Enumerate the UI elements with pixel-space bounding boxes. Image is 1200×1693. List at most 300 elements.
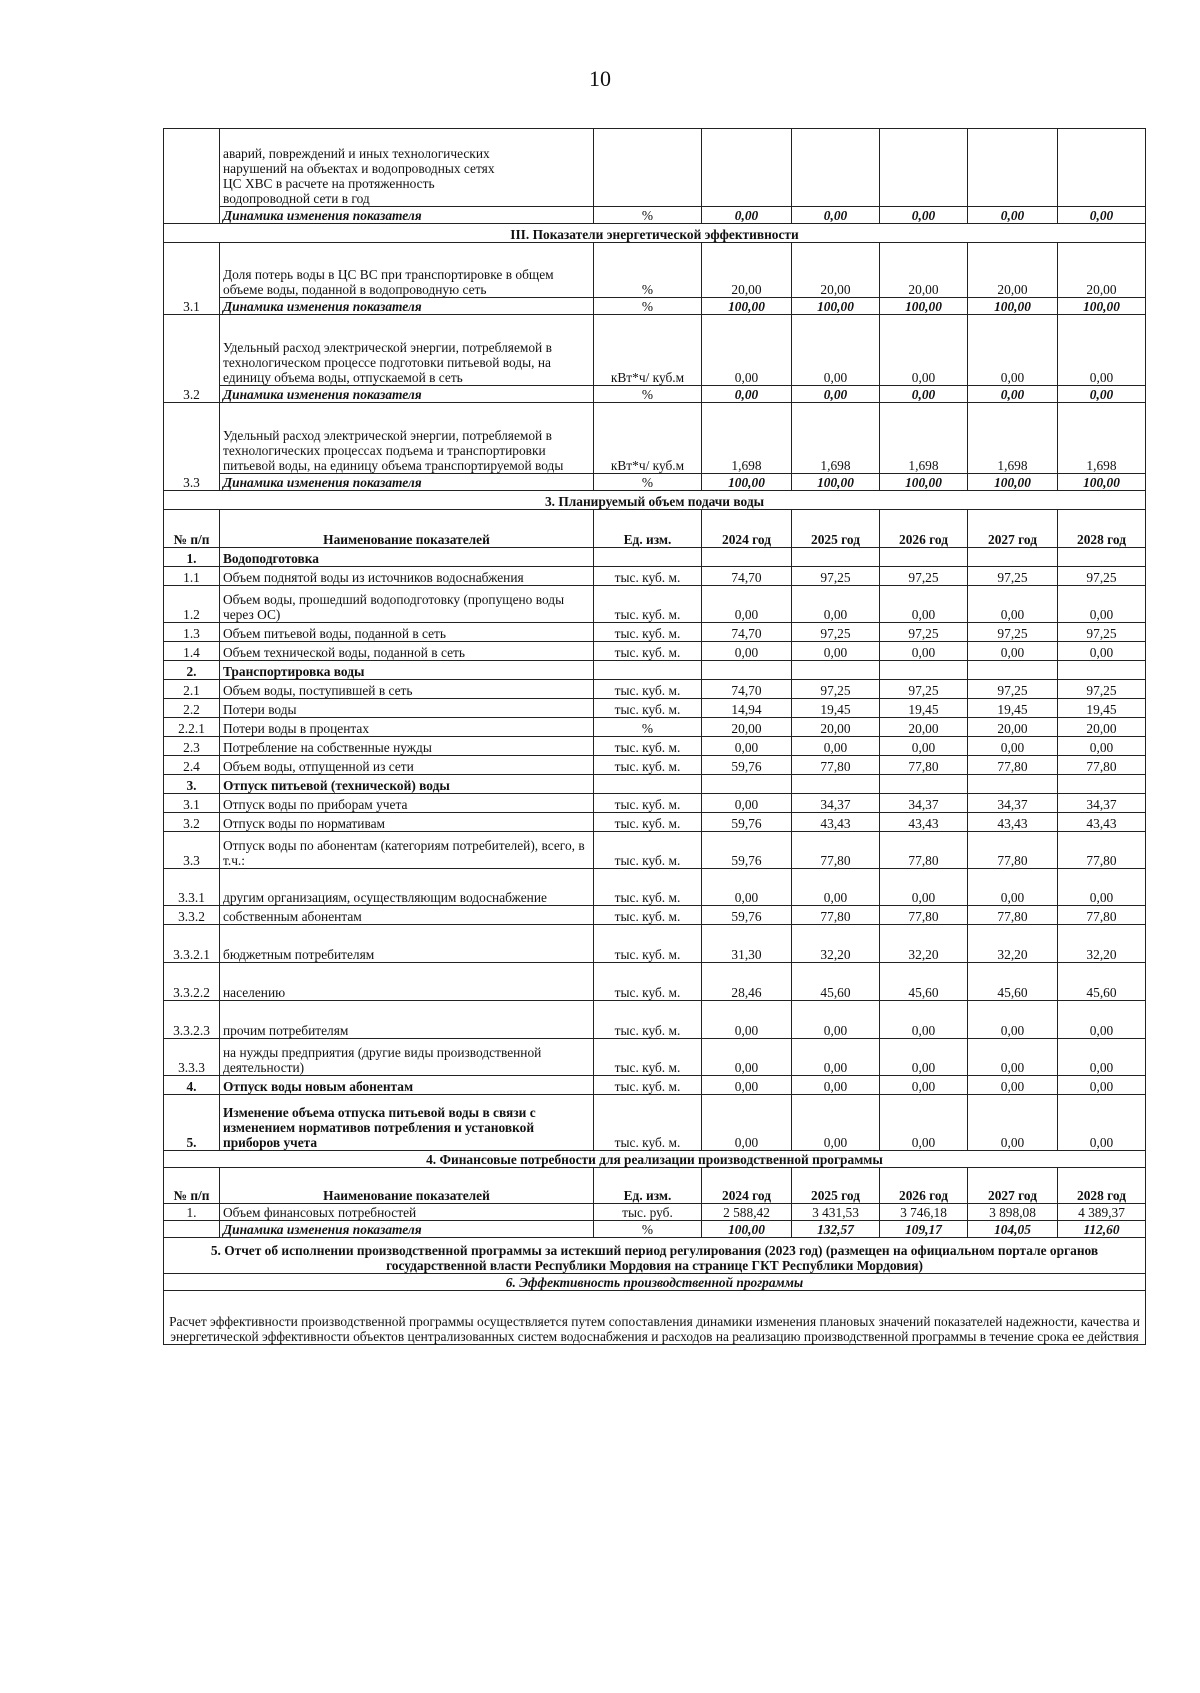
value-cell: 1,698 [792,403,880,474]
value-cell: 19,45 [1058,699,1146,718]
value-cell: 32,20 [1058,925,1146,963]
value-cell: 0,00 [880,207,968,224]
value-cell: 0,00 [792,207,880,224]
empty-cell [702,661,792,680]
value-cell: 0,00 [702,386,792,403]
empty-cell [594,775,702,794]
indicator-name: Потери воды в процентах [220,718,594,737]
value-cell: 0,00 [968,386,1058,403]
table-row [164,586,1146,623]
value-cell: 77,80 [1058,906,1146,925]
value-cell: 0,00 [702,737,792,756]
table-row [164,718,1146,737]
unit-cell: тыс. куб. м. [594,813,702,832]
value-cell: 43,43 [880,813,968,832]
group-row [164,548,1146,567]
row-number: 3.1 [164,794,220,813]
indicator-name: Транспортировка воды [220,661,594,680]
row-number [164,129,220,224]
value-cell: 32,20 [968,925,1058,963]
section-heading: III. Показатели энергетической эффективности [164,224,1146,243]
empty-cell [968,775,1058,794]
value-cell: 34,37 [968,794,1058,813]
value-cell: 20,00 [880,243,968,298]
table-row [164,129,1146,207]
efficiency-text: Расчет эффективности производственной программы осуществляется путем сопоставления динамики изменения плановых значений показателей надежности, качества и энергетической эффективности объектов централизованных систем водоснабжения и расходов на реализацию производственной программы в течение срока ее действия [164,1291,1146,1345]
value-cell: 0,00 [968,869,1058,906]
column-header-year: 2027 год [968,1168,1058,1204]
table-row [164,1221,1146,1238]
empty-cell [792,661,880,680]
value-cell: 59,76 [702,832,792,869]
value-cell: 0,00 [702,1039,792,1076]
row-number: 3. [164,775,220,794]
value-cell: 20,00 [792,243,880,298]
indicator-name-line: водопроводной сети в год [223,191,370,206]
value-cell: 0,00 [968,1076,1058,1095]
value-cell: 0,00 [968,586,1058,623]
row-number: 3.3.1 [164,869,220,906]
value-cell: 32,20 [792,925,880,963]
value-cell: 1,698 [968,403,1058,474]
indicator-name: Удельный расход электрической энергии, потребляемой в технологических процессах подъема и транспортировки питьевой воды, на единицу объема транспортируемой воды [220,403,594,474]
unit-cell: % [594,1221,702,1238]
value-cell: 45,60 [880,963,968,1001]
section-heading-row [164,1238,1146,1274]
value-cell: 43,43 [968,813,1058,832]
value-cell: 0,00 [880,1039,968,1076]
value-cell: 100,00 [702,1221,792,1238]
empty-cell [594,548,702,567]
value-cell: 0,00 [792,586,880,623]
table-row [164,386,1146,403]
indicator-name: на нужды предприятия (другие виды производственной деятельности) [220,1039,594,1076]
column-header-year: 2025 год [792,1168,880,1204]
value-cell: 59,76 [702,813,792,832]
value-cell: 0,00 [968,1095,1058,1151]
row-number: 2.1 [164,680,220,699]
unit-cell: тыс. куб. м. [594,963,702,1001]
unit-cell: % [594,207,702,224]
empty-cell [880,661,968,680]
unit-cell: тыс. куб. м. [594,906,702,925]
value-cell: 1,698 [702,403,792,474]
row-number: 1. [164,1204,220,1221]
empty-cell [792,129,880,207]
dynamics-label: Динамика изменения показателя [220,1221,594,1238]
column-header-year: 2026 год [880,1168,968,1204]
value-cell: 43,43 [1058,813,1146,832]
table-row [164,642,1146,661]
value-cell: 97,25 [968,623,1058,642]
value-cell: 0,00 [880,1076,968,1095]
column-header-name: Наименование показателей [220,510,594,548]
value-cell: 0,00 [968,207,1058,224]
indicator-name: Водоподготовка [220,548,594,567]
row-number: 2.2 [164,699,220,718]
table-row [164,756,1146,775]
value-cell: 77,80 [792,832,880,869]
value-cell: 20,00 [792,718,880,737]
table-row [164,963,1146,1001]
section-heading-row [164,491,1146,510]
indicator-name: Объем питьевой воды, поданной в сеть [220,623,594,642]
table-row [164,1039,1146,1076]
empty-cell [702,775,792,794]
value-cell: 97,25 [792,567,880,586]
value-cell: 97,25 [1058,567,1146,586]
empty-cell [1058,775,1146,794]
value-cell: 112,60 [1058,1221,1146,1238]
empty-cell [792,775,880,794]
table-row [164,832,1146,869]
value-cell: 0,00 [968,315,1058,386]
value-cell: 100,00 [968,474,1058,491]
unit-cell: тыс. куб. м. [594,1095,702,1151]
indicator-name: Доля потерь воды в ЦС ВС при транспортировке в общем объеме воды, поданной в водопроводную сеть [220,243,594,298]
unit-cell: % [594,243,702,298]
value-cell: 97,25 [880,567,968,586]
row-number: 3.3 [164,832,220,869]
dynamics-label: Динамика изменения показателя [220,386,594,403]
value-cell: 0,00 [968,642,1058,661]
row-number: 3.3.2.3 [164,1001,220,1039]
report-section: 5. Отчет об исполнении производственной программы за истекший период регулирования (2023 год) (размещен на официальном портале органов государственной власти Республики Мордовия на странице ГКТ Республики Мордовия) [164,1238,1146,1274]
value-cell: 0,00 [702,869,792,906]
row-number: 3.3.2.2 [164,963,220,1001]
indicator-name: Отпуск воды по абонентам (категориям потребителей), всего, в т.ч.: [220,832,594,869]
indicator-name: Объем технической воды, поданной в сеть [220,642,594,661]
table-row [164,1095,1146,1151]
value-cell: 1,698 [1058,403,1146,474]
indicator-name: бюджетным потребителям [220,925,594,963]
value-cell: 0,00 [702,586,792,623]
table-row [164,794,1146,813]
unit-cell: тыс. куб. м. [594,756,702,775]
value-cell: 43,43 [792,813,880,832]
unit-cell: тыс. куб. м. [594,1001,702,1039]
empty-cell [880,548,968,567]
column-header-year: 2028 год [1058,510,1146,548]
unit-cell: тыс. куб. м. [594,737,702,756]
value-cell: 100,00 [702,474,792,491]
table-row [164,869,1146,906]
unit-cell: тыс. куб. м. [594,1076,702,1095]
indicator-name: Изменение объема отпуска питьевой воды в связи с изменением нормативов потребления и установкой приборов учета [220,1095,594,1151]
value-cell: 100,00 [792,298,880,315]
value-cell: 34,37 [792,794,880,813]
value-cell: 0,00 [702,207,792,224]
row-number: 3.3 [164,403,220,491]
table-row [164,315,1146,386]
value-cell: 0,00 [1058,207,1146,224]
table-row [164,1001,1146,1039]
value-cell: 0,00 [792,642,880,661]
value-cell: 100,00 [880,298,968,315]
value-cell: 0,00 [792,1095,880,1151]
value-cell: 0,00 [702,1001,792,1039]
row-number [164,1221,220,1238]
value-cell: 77,80 [880,906,968,925]
value-cell: 97,25 [792,623,880,642]
empty-cell [1058,661,1146,680]
row-number: 3.1 [164,243,220,315]
value-cell: 77,80 [880,756,968,775]
value-cell: 20,00 [702,718,792,737]
value-cell: 97,25 [792,680,880,699]
value-cell: 0,00 [792,1039,880,1076]
value-cell: 20,00 [880,718,968,737]
unit-cell: тыс. куб. м. [594,586,702,623]
row-number: 3.3.2 [164,906,220,925]
value-cell: 20,00 [968,718,1058,737]
table-row [164,623,1146,642]
value-cell: 19,45 [880,699,968,718]
unit-cell: тыс. куб. м. [594,869,702,906]
value-cell: 19,45 [792,699,880,718]
value-cell: 132,57 [792,1221,880,1238]
table-row [164,680,1146,699]
row-number: 4. [164,1076,220,1095]
indicator-name: Отпуск воды по приборам учета [220,794,594,813]
unit-cell: тыс. руб. [594,1204,702,1221]
table-row [164,1076,1146,1095]
value-cell: 59,76 [702,906,792,925]
value-cell: 4 389,37 [1058,1204,1146,1221]
value-cell: 104,05 [968,1221,1058,1238]
unit-cell: кВт*ч/ куб.м [594,315,702,386]
value-cell: 0,00 [792,869,880,906]
row-number: 1. [164,548,220,567]
value-cell: 0,00 [1058,1076,1146,1095]
value-cell: 0,00 [968,1039,1058,1076]
value-cell: 77,80 [792,756,880,775]
table-row [164,567,1146,586]
unit-cell: тыс. куб. м. [594,1039,702,1076]
header-row [164,1168,1146,1204]
value-cell: 77,80 [880,832,968,869]
value-cell: 97,25 [1058,623,1146,642]
column-header-year: 2028 год [1058,1168,1146,1204]
column-header-year: 2024 год [702,1168,792,1204]
table-row [164,906,1146,925]
value-cell: 77,80 [968,756,1058,775]
empty-cell [1058,129,1146,207]
indicator-name: населению [220,963,594,1001]
empty-cell [880,129,968,207]
unit-cell: тыс. куб. м. [594,925,702,963]
unit-cell: тыс. куб. м. [594,623,702,642]
value-cell: 20,00 [1058,243,1146,298]
value-cell: 2 588,42 [702,1204,792,1221]
table-row [164,298,1146,315]
value-cell: 109,17 [880,1221,968,1238]
section-heading-row [164,1274,1146,1291]
value-cell: 74,70 [702,567,792,586]
value-cell: 3 746,18 [880,1204,968,1221]
value-cell: 34,37 [1058,794,1146,813]
value-cell: 97,25 [880,623,968,642]
table-row [164,737,1146,756]
section-heading-row [164,224,1146,243]
value-cell: 0,00 [880,586,968,623]
value-cell: 0,00 [880,386,968,403]
indicator-name: Отпуск воды новым абонентам [220,1076,594,1095]
value-cell: 0,00 [880,315,968,386]
value-cell: 0,00 [1058,315,1146,386]
value-cell: 0,00 [1058,642,1146,661]
row-number: 1.1 [164,567,220,586]
unit-cell: тыс. куб. м. [594,680,702,699]
unit-cell: тыс. куб. м. [594,699,702,718]
value-cell: 45,60 [1058,963,1146,1001]
table-row [164,207,1146,224]
column-header-unit: Ед. изм. [594,1168,702,1204]
value-cell: 20,00 [1058,718,1146,737]
column-header-number: № п/п [164,510,220,548]
indicator-name-line: нарушений на объектах и водопроводных сетях [223,161,495,176]
value-cell: 0,00 [792,737,880,756]
dynamics-label: Динамика изменения показателя [220,298,594,315]
value-cell: 34,37 [880,794,968,813]
empty-cell [702,129,792,207]
row-number: 3.3.3 [164,1039,220,1076]
table-body [164,129,1146,1345]
unit-cell: тыс. куб. м. [594,567,702,586]
value-cell: 3 431,53 [792,1204,880,1221]
indicator-name: Объем воды, поступившей в сеть [220,680,594,699]
value-cell: 100,00 [792,474,880,491]
value-cell: 77,80 [968,832,1058,869]
table-row [164,813,1146,832]
unit-cell: % [594,298,702,315]
unit-cell: % [594,386,702,403]
value-cell: 0,00 [792,1001,880,1039]
indicator-name: Потребление на собственные нужды [220,737,594,756]
program-table [163,128,1146,1345]
unit-cell: тыс. куб. м. [594,642,702,661]
efficiency-heading: 6. Эффективность производственной программы [164,1274,1146,1291]
row-number: 3.3.2.1 [164,925,220,963]
indicator-name: Объем воды, прошедший водоподготовку (пропущено воды через ОС) [220,586,594,623]
group-row [164,775,1146,794]
value-cell: 0,00 [702,315,792,386]
row-number: 2.3 [164,737,220,756]
indicator-name: Объем воды, отпущенной из сети [220,756,594,775]
indicator-name-line: ЦС ХВС в расчете на протяженность [223,176,435,191]
column-header-year: 2025 год [792,510,880,548]
column-header-year: 2026 год [880,510,968,548]
value-cell: 0,00 [880,642,968,661]
empty-cell [880,775,968,794]
header-row [164,510,1146,548]
value-cell: 74,70 [702,680,792,699]
row-number: 5. [164,1095,220,1151]
value-cell: 0,00 [702,642,792,661]
value-cell: 45,60 [792,963,880,1001]
indicator-name: собственным абонентам [220,906,594,925]
row-number: 1.4 [164,642,220,661]
value-cell: 0,00 [1058,737,1146,756]
value-cell: 20,00 [968,243,1058,298]
value-cell: 100,00 [1058,474,1146,491]
value-cell: 0,00 [1058,586,1146,623]
empty-cell [1058,548,1146,567]
row-number: 3.2 [164,813,220,832]
value-cell: 0,00 [968,1001,1058,1039]
value-cell: 0,00 [880,737,968,756]
empty-cell [594,129,702,207]
value-cell: 0,00 [880,1095,968,1151]
value-cell: 97,25 [880,680,968,699]
value-cell: 77,80 [1058,756,1146,775]
table-row [164,925,1146,963]
value-cell: 32,20 [880,925,968,963]
value-cell: 0,00 [1058,1095,1146,1151]
value-cell: 77,80 [1058,832,1146,869]
indicator-name: Отпуск питьевой (технической) воды [220,775,594,794]
value-cell: 45,60 [968,963,1058,1001]
table-row [164,403,1146,474]
indicator-name: Удельный расход электрической энергии, потребляемой в технологическом процессе подготовки питьевой воды, на единицу объема воды, отпускаемой в сеть [220,315,594,386]
indicator-name [220,129,594,207]
value-cell: 0,00 [880,869,968,906]
column-header-name: Наименование показателей [220,1168,594,1204]
row-number: 1.3 [164,623,220,642]
empty-cell [702,548,792,567]
column-header-unit: Ед. изм. [594,510,702,548]
section-heading-row [164,1151,1146,1168]
value-cell: 100,00 [702,298,792,315]
column-header-year: 2027 год [968,510,1058,548]
dynamics-label: Динамика изменения показателя [220,207,594,224]
empty-cell [792,548,880,567]
value-cell: 1,698 [880,403,968,474]
row-number: 2. [164,661,220,680]
indicator-name: прочим потребителям [220,1001,594,1039]
value-cell: 0,00 [1058,386,1146,403]
unit-cell: кВт*ч/ куб.м [594,403,702,474]
table-row [164,474,1146,491]
value-cell: 3 898,08 [968,1204,1058,1221]
value-cell: 97,25 [968,680,1058,699]
value-cell: 0,00 [880,1001,968,1039]
value-cell: 0,00 [1058,869,1146,906]
group-row [164,661,1146,680]
empty-cell [968,661,1058,680]
value-cell: 31,30 [702,925,792,963]
dynamics-label: Динамика изменения показателя [220,474,594,491]
indicator-name: Объем финансовых потребностей [220,1204,594,1221]
value-cell: 0,00 [792,315,880,386]
value-cell: 0,00 [1058,1039,1146,1076]
value-cell: 0,00 [792,386,880,403]
value-cell: 0,00 [792,1076,880,1095]
column-header-number: № п/п [164,1168,220,1204]
column-header-year: 2024 год [702,510,792,548]
row-number: 2.4 [164,756,220,775]
page-number: 10 [589,66,611,91]
unit-cell: тыс. куб. м. [594,794,702,813]
value-cell: 77,80 [968,906,1058,925]
value-cell: 19,45 [968,699,1058,718]
empty-cell [968,548,1058,567]
value-cell: 97,25 [1058,680,1146,699]
row-number: 3.2 [164,315,220,403]
table-row [164,243,1146,298]
value-cell: 28,46 [702,963,792,1001]
value-cell: 0,00 [968,737,1058,756]
